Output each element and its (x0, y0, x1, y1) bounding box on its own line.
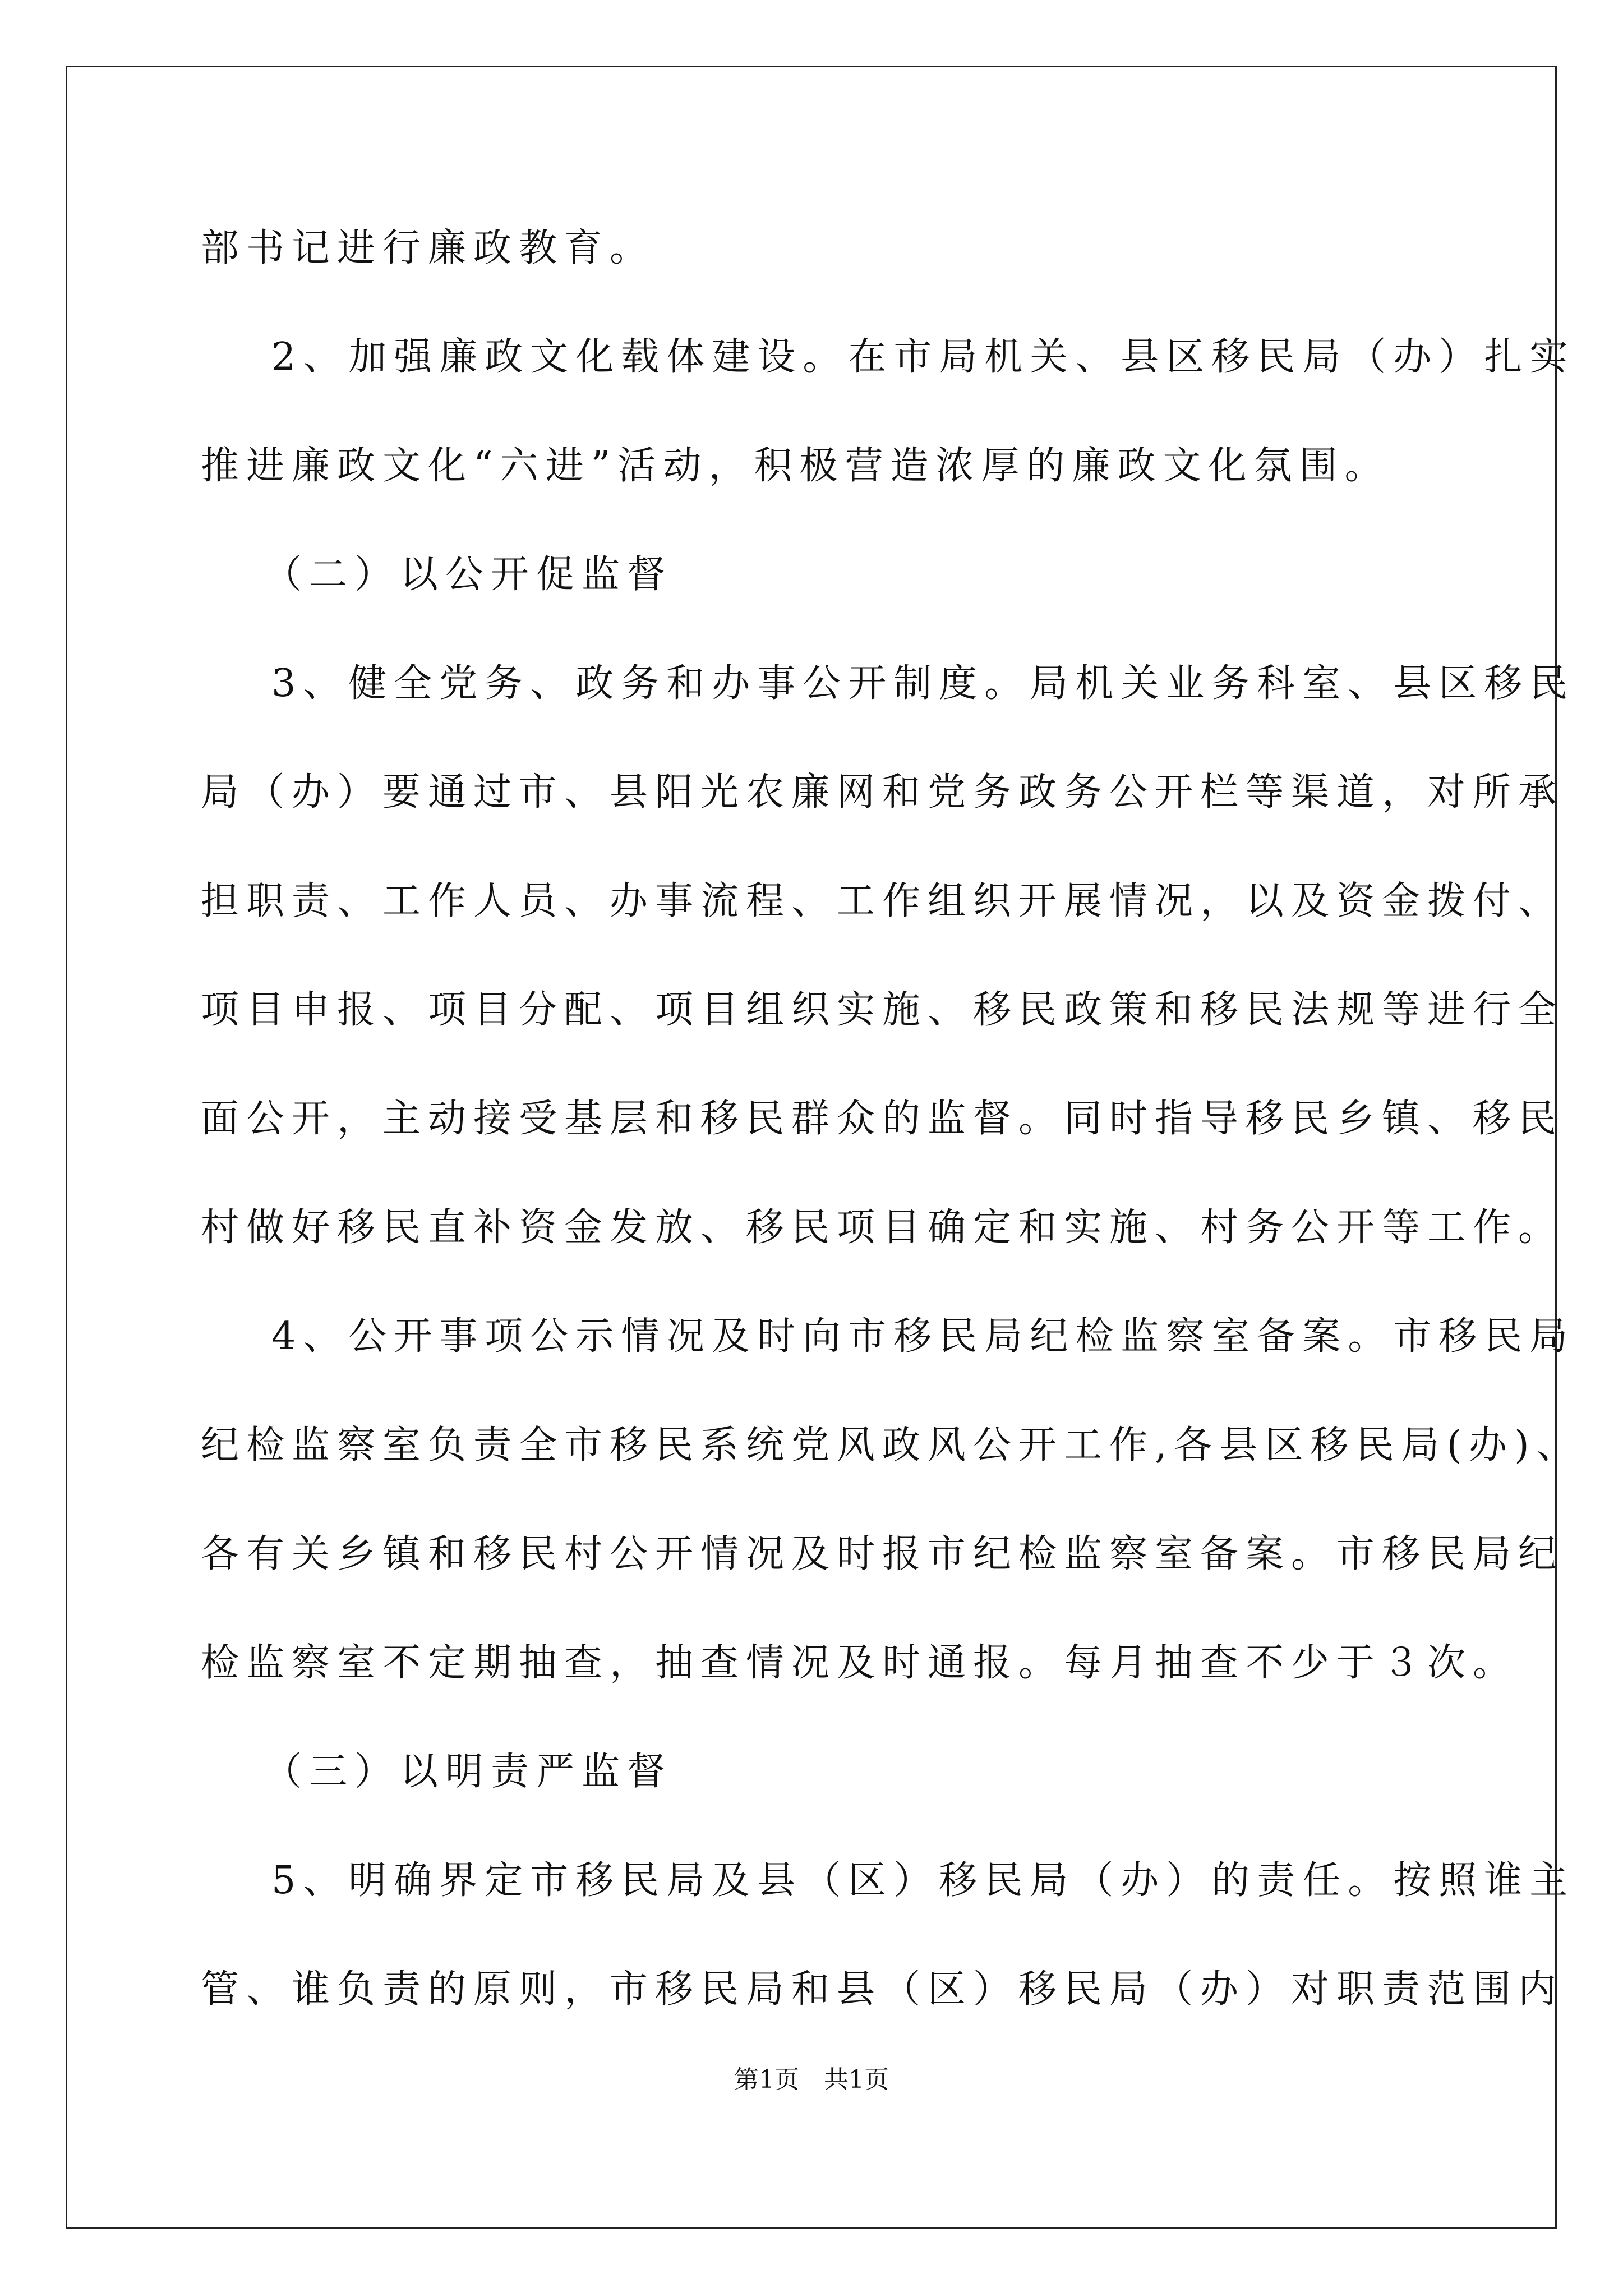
text-line: 项目申报、项目分配、项目组织实施、移民政策和移民法规等进行全 (201, 988, 1564, 1032)
text-line: 4、公开事项公示情况及时向市移民局纪检监察室备案。市移民局 (271, 1314, 1575, 1359)
text-line: 部书记进行廉政教育。 (201, 226, 656, 270)
text-line: 担职责、工作人员、办事流程、工作组织开展情况，以及资金拨付、 (201, 879, 1564, 923)
text-line: 检监察室不定期抽查，抽查情况及时通报。每月抽查不少于３次。 (201, 1641, 1519, 1685)
text-line: 推进廉政文化“六进”活动，积极营造浓厚的廉政文化氛围。 (201, 444, 1390, 488)
text-line: 面公开，主动接受基层和移民群众的监督。同时指导移民乡镇、移民 (201, 1097, 1564, 1141)
text-line: 3、健全党务、政务和办事公开制度。局机关业务科室、县区移民 (271, 661, 1575, 706)
text-line: 局（办）要通过市、县阳光农廉网和党务政务公开栏等渠道，对所承 (201, 770, 1564, 815)
page-total: 共1页 (824, 2065, 889, 2094)
page-border (66, 66, 1557, 2229)
text-line: 2、加强廉政文化载体建设。在市局机关、县区移民局（办）扎实 (271, 335, 1575, 379)
text-line: 管、谁负责的原则，市移民局和县（区）移民局（办）对职责范围内 (201, 1967, 1564, 2012)
text-line: 村做好移民直补资金发放、移民项目确定和实施、村务公开等工作。 (201, 1205, 1564, 1250)
text-line: 5、明确界定市移民局及县（区）移民局（办）的责任。按照谁主 (271, 1858, 1575, 1903)
page-number: 第1页 (734, 2065, 799, 2094)
text-line: 纪检监察室负责全市移民系统党风政风公开工作,各县区移民局(办)、 (201, 1423, 1582, 1467)
section-heading: （三）以明责严监督 (264, 1750, 673, 1794)
text-line: 各有关乡镇和移民村公开情况及时报市纪检监察室备案。市移民局纪 (201, 1532, 1564, 1576)
page-footer (0, 2065, 1623, 2094)
section-heading: （二）以公开促监督 (264, 553, 673, 597)
